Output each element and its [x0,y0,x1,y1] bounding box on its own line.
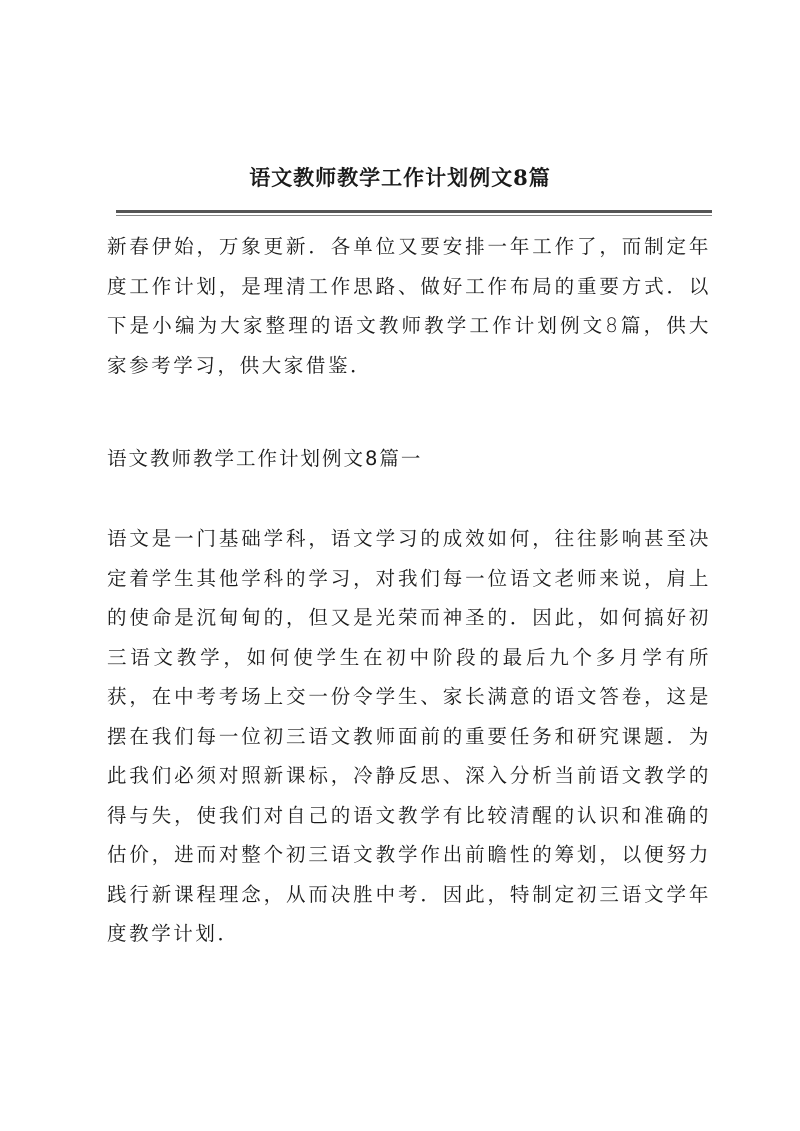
title-divider-thin [116,215,712,216]
document-title: 语文教师教学工作计划例文8篇 [249,165,551,190]
section-heading: 语文教师教学工作计划例文8篇一 [107,447,423,470]
body-paragraph: 语文是一门基础学科，语文学习的成效如何，往往影响甚至决定着学生其他学科的学习，对我们每一位语文老师来说，肩上的使命是沉甸甸的，但又是光荣而神圣的．因此，如何搞好初三语文教学，如何使学生在初中阶段的最后九个多月学有所获，在中考考场上交一份令学生、家长满意的语文答卷，这是摆在我们每一位初三语文教师面前的重要任务和研究课题．为此我们必须对照新课标，冷静反思、深入分析当前语文教学的得与失，使我们对自己的语文教学有比较清醒的认识和准确的估价，进而对整个初三语文教学作出前瞻性的筹划，以便努力践行新课程理念，从而决胜中考．因此，特制定初三语文学年度教学计划． [107,527,711,945]
title-divider [116,210,712,213]
intro-paragraph: 新春伊始，万象更新．各单位又要安排一年工作了，而制定年度工作计划，是理清工作思路、做好工作布局的重要方式．以下是小编为大家整理的语文教师教学工作计划例文8篇，供大家参考学习，供大家借鉴． [107,235,711,377]
